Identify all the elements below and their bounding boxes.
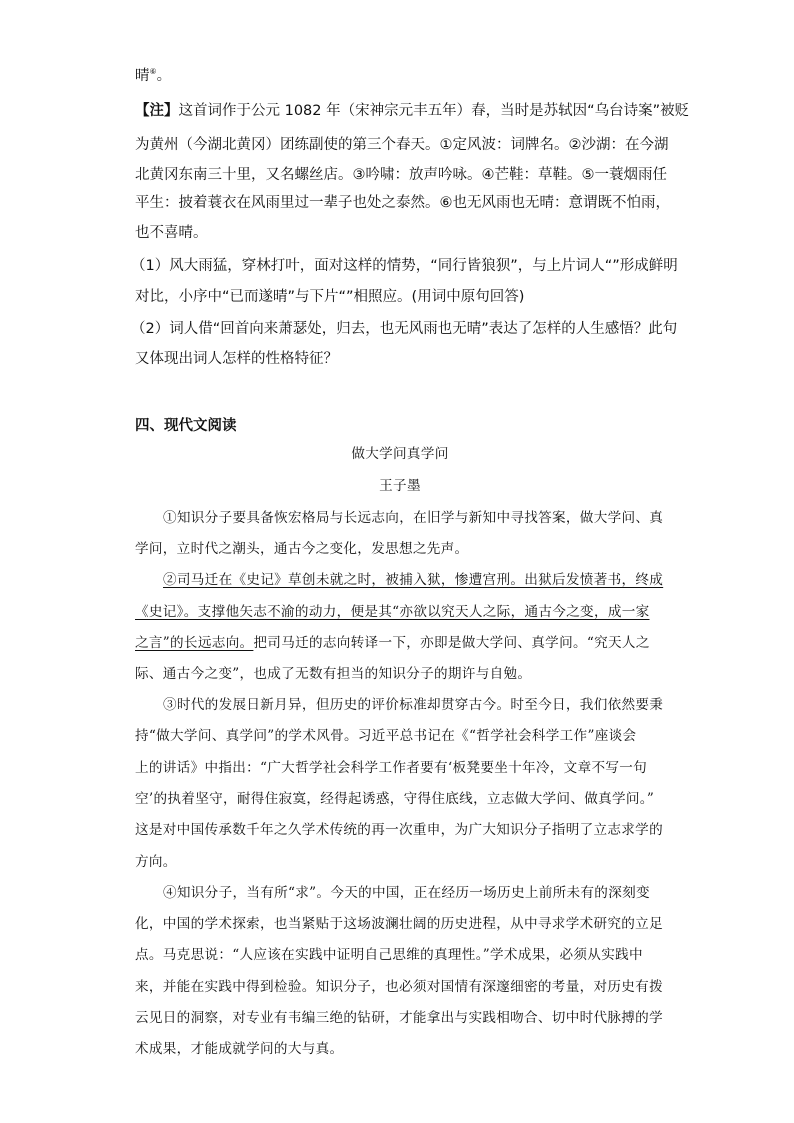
paragraph-1-line-2: 学问，立时代之潮头，通古今之变化，发思想之先声。 (135, 541, 469, 557)
poem-tail-text: 晴 (135, 68, 150, 84)
underlined-phrase: 之言”的长远志向。 (135, 635, 254, 651)
note-line-4: 平生：披着蓑衣在风雨里过一辈子也处之泰然。⑥也无风雨也无晴：意谓既不怕雨， (135, 195, 670, 211)
paragraph-4-line-6: 术成果，才能成就学问的大与真。 (135, 1041, 344, 1057)
note-line-2: 为黄州（今湖北黄冈）团练副使的第三个春天。①定风波：词牌名。②沙湖：在今湖 (135, 137, 669, 153)
question-1-line-1: （1）风大雨猛，穿林打叶，面对这样的情势，“同行皆狼狈”，与上片词人“”形成鲜明 (131, 258, 678, 274)
paragraph-2-line-3-rest: 把司马迁的志向转译一下，亦即是做大学问、真学问。“究天人之 (253, 635, 650, 651)
section-heading: 四、现代文阅读 (135, 418, 237, 434)
paragraph-3-line-2: 持“做大学问、真学问”的学术风骨。习近平总书记在《“哲学社会科学工作”座谈会 (135, 728, 637, 744)
article-author: 王子墨 (379, 478, 421, 494)
question-2-line-2: 又体现出词人怎样的性格特征？ (135, 351, 338, 367)
paragraph-2-line-4: 际、通古今之变”，也成了无数有担当的知识分子的期许与自勉。 (135, 666, 532, 682)
paragraph-4-line-1: ④知识分子，当有所“求”。今天的中国，正在经历一场历史上前所未有的深刻变 (163, 885, 650, 901)
poem-tail (135, 64, 171, 85)
question-2-line-1: （2）词人借“回首向来萧瑟处，归去，也无风雨也无晴”表达了怎样的人生感悟？此句 (131, 321, 678, 337)
paragraph-4-line-3: 点。马克思说：“人应该在实践中证明自己思维的真理性。”学术成果，必须从实践中 (135, 947, 643, 963)
note-line-3: 北黄冈东南三十里，又名螺丝店。③吟啸：放声吟咏。④芒鞋：草鞋。⑤一蓑烟雨任 (135, 167, 667, 183)
paragraph-4-line-5: 云见日的洞察，对专业有韦编三绝的钻研，才能拿出与实践相吻合、切中时代脉搏的学 (135, 1010, 663, 1026)
paragraph-3-line-3: 上的讲话》中指出：“广大哲学社会科学工作者要有‘板凳要坐十年冷，文章不写一句 (135, 760, 648, 776)
paragraph-2-line-3 (135, 631, 650, 651)
paragraph-2-line-1: ②司马迁在《史记》草创未就之时，被捕入狱，惨遭宫刑。出狱后发愤著书，终成 (163, 572, 664, 588)
paragraph-3-line-4: 空’的执着坚守，耐得住寂寞，经得起诱惑，守得住底线，立志做大学问、做真学问。” (135, 791, 655, 807)
poem-tail-end: 。 (156, 68, 172, 84)
article-title: 做大学问真学问 (351, 446, 449, 462)
paragraph-2-line-2: 《史记》。支撑他矢志不渝的动力，便是其“亦欲以究天人之际，通古今之变，成一家 (135, 604, 650, 620)
paragraph-3-line-6: 方向。 (135, 854, 177, 870)
note-text: 这首词作于公元 1082 年（宋神宗元丰五年）春，当时是苏轼因“乌台诗案”被贬 (178, 103, 690, 119)
note-line-1 (135, 99, 689, 120)
paragraph-3-line-5: 这是对中国传承数千年之久学术传统的再一次重申，为广大知识分子指明了立志求学的 (135, 822, 663, 838)
note-line-5: 也不喜晴。 (135, 225, 208, 241)
question-1-line-2: 对比，小序中“已而遂晴”与下片“”相照应。(用词中原句回答) (135, 289, 525, 305)
paragraph-4-line-2: 化，中国的学术探索，也当紧贴于这场波澜壮阔的历史进程，从中寻求学术研究的立足 (135, 916, 663, 932)
paragraph-3-line-1: ③时代的发展日新月异，但历史的评价标准却贯穿古今。时至今日，我们依然要秉 (163, 697, 664, 713)
footnote-marker: ⑥ (149, 67, 157, 77)
paragraph-4-line-4: 来，并能在实践中得到检验。知识分子，也必须对国情有深邃细密的考量，对历史有拨 (135, 979, 663, 995)
paragraph-1-line-1: ①知识分子要具备恢宏格局与长远志向，在旧学与新知中寻找答案，做大学问、真 (163, 510, 664, 526)
note-label: 【注】 (135, 103, 179, 119)
